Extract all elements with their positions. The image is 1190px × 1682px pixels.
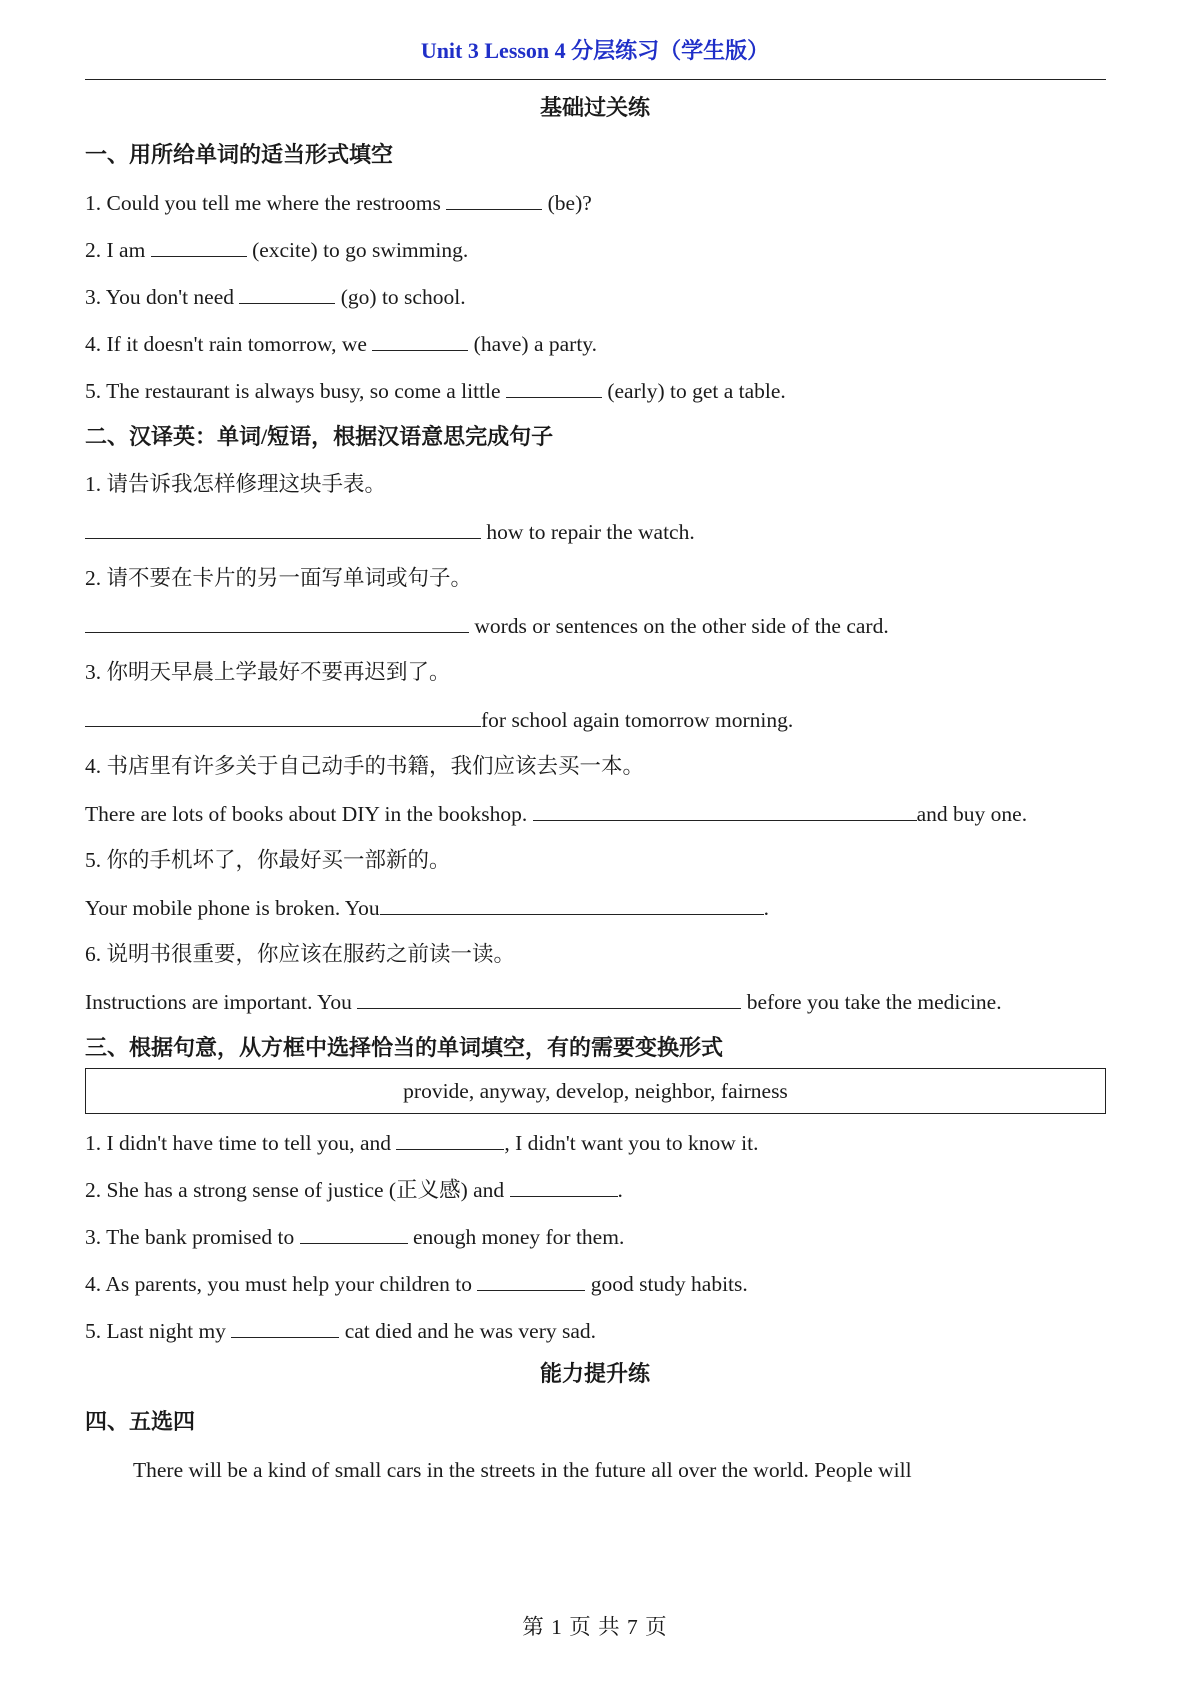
answer-blank[interactable] xyxy=(380,893,764,915)
section2-question-4-english: There are lots of books about DIY in the bookshop. and buy one. xyxy=(85,799,1027,828)
document-title: Unit 3 Lesson 4 分层练习（学生版） xyxy=(420,38,770,63)
section2-question-2-chinese: 2. 请不要在卡片的另一面写单词或句子。 xyxy=(85,566,473,590)
section2-title: 二、汉译英：单词/短语，根据汉语意思完成句子 xyxy=(85,424,554,449)
answer-blank[interactable] xyxy=(85,517,481,539)
section2-question-6-chinese: 6. 说明书很重要，你应该在服药之前读一读。 xyxy=(85,942,516,966)
answer-blank[interactable] xyxy=(533,799,917,821)
section2-question-4-chinese: 4. 书店里有许多关于自己动手的书籍，我们应该去买一本。 xyxy=(85,754,645,778)
section2-question-5-english: Your mobile phone is broken. You . xyxy=(85,893,769,922)
answer-blank[interactable] xyxy=(510,1175,618,1197)
section1-question-2: 2. I am (excite) to go swimming. xyxy=(85,235,468,264)
header-divider xyxy=(85,79,1106,80)
advanced-practice-heading: 能力提升练 xyxy=(539,1361,650,1386)
section3-question-4: 4. As parents, you must help your children to good study habits. xyxy=(85,1269,748,1298)
answer-blank[interactable] xyxy=(446,188,542,210)
section1-title: 一、用所给单词的适当形式填空 xyxy=(85,142,394,167)
section3-question-2: 2. She has a strong sense of justice (正义感) and . xyxy=(85,1175,623,1204)
section1-question-4: 4. If it doesn't rain tomorrow, we (have) a party. xyxy=(85,329,597,358)
section4-title: 四、五选四 xyxy=(85,1409,196,1434)
section3-question-1: 1. I didn't have time to tell you, and , I didn't want you to know it. xyxy=(85,1128,759,1157)
section3-question-3: 3. The bank promised to enough money for them. xyxy=(85,1222,624,1251)
section2-question-3-english: for school again tomorrow morning. xyxy=(85,705,793,734)
answer-blank[interactable] xyxy=(396,1128,504,1150)
answer-blank[interactable] xyxy=(231,1316,339,1338)
answer-blank[interactable] xyxy=(151,235,247,257)
answer-blank[interactable] xyxy=(477,1269,585,1291)
answer-blank[interactable] xyxy=(85,705,481,727)
answer-blank[interactable] xyxy=(506,376,602,398)
section1-question-3: 3. You don't need (go) to school. xyxy=(85,282,466,311)
basic-practice-heading: 基础过关练 xyxy=(539,95,650,120)
section2-question-1-chinese: 1. 请告诉我怎样修理这块手表。 xyxy=(85,472,387,496)
answer-blank[interactable] xyxy=(300,1222,408,1244)
section2-question-3-chinese: 3. 你明天早晨上学最好不要再迟到了。 xyxy=(85,660,451,684)
section2-question-2-english: words or sentences on the other side of the card. xyxy=(85,611,889,640)
section4-passage: There will be a kind of small cars in the streets in the future all over the world. People will xyxy=(133,1458,912,1482)
section2-question-1-english: how to repair the watch. xyxy=(85,517,695,546)
answer-blank[interactable] xyxy=(239,282,335,304)
page-footer: 第 1 页 共 7 页 xyxy=(522,1615,668,1639)
section2-question-6-english: Instructions are important. You before you take the medicine. xyxy=(85,987,1002,1016)
section3-question-5: 5. Last night my cat died and he was very sad. xyxy=(85,1316,596,1345)
answer-blank[interactable] xyxy=(85,611,469,633)
section2-question-5-chinese: 5. 你的手机坏了，你最好买一部新的。 xyxy=(85,848,451,872)
section1-question-1: 1. Could you tell me where the restrooms (be)? xyxy=(85,188,592,217)
section1-question-5: 5. The restaurant is always busy, so come a little (early) to get a table. xyxy=(85,376,786,405)
answer-blank[interactable] xyxy=(372,329,468,351)
answer-blank[interactable] xyxy=(357,987,741,1009)
section3-title: 三、根据句意，从方框中选择恰当的单词填空，有的需要变换形式 xyxy=(85,1035,724,1060)
word-bank-box: provide, anyway, develop, neighbor, fairness xyxy=(85,1068,1106,1114)
